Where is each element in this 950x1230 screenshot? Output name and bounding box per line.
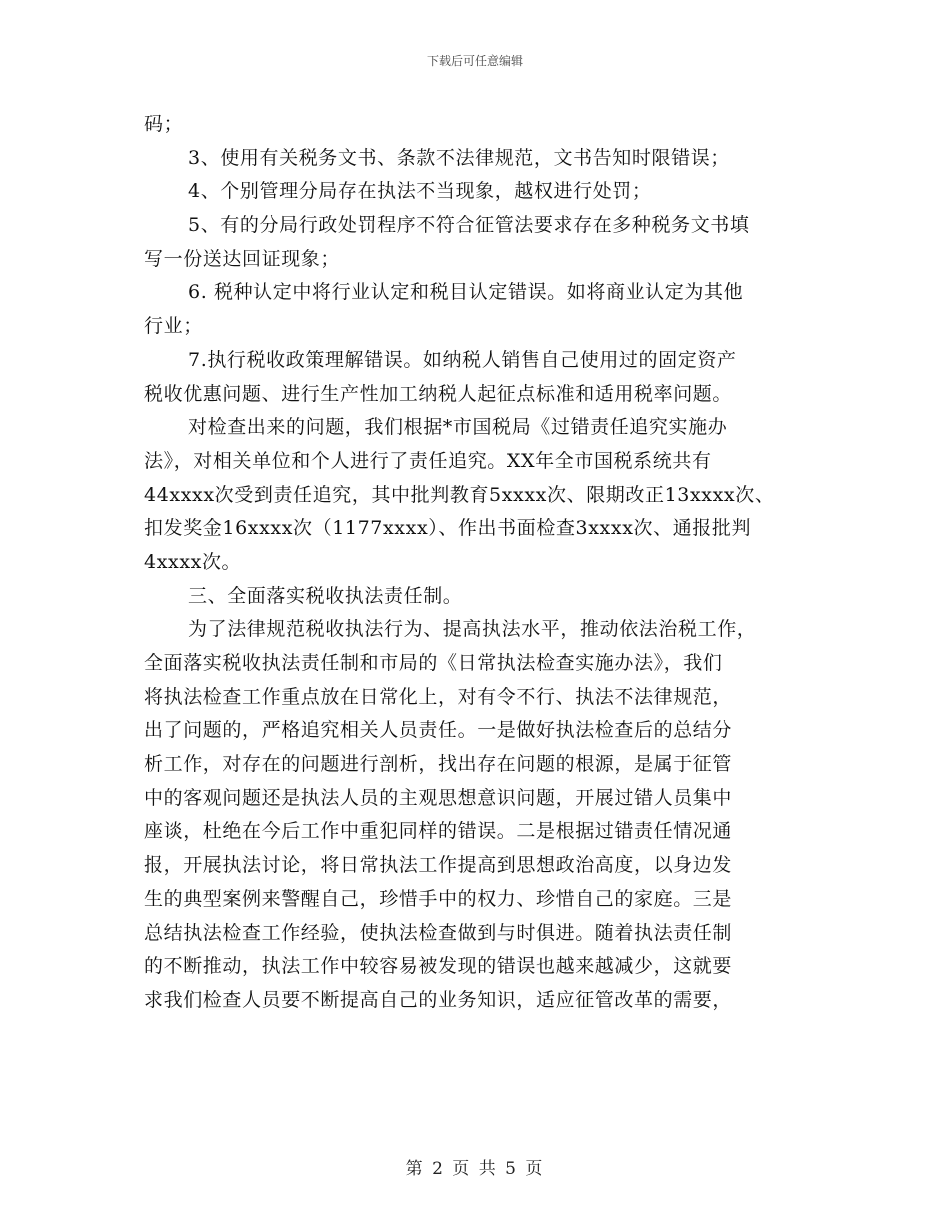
text-line: 为了法律规范税收执法行为、提高执法水平，推动依法治税工作， (188, 618, 757, 641)
text-line: 行业； (144, 315, 203, 338)
text-line: 中的客观问题还是执法人员的主观思想意识问题，开展过错人员集中 (144, 786, 733, 809)
text-line: 扣发奖金16xxxx次（1177xxxx）、作出书面检查3xxxx次、通报批判 (144, 517, 752, 540)
text-line: 对检查出来的问题，我们根据*市国税局《过错责任追究实施办 (188, 416, 728, 439)
text-line: 4、个别管理分局存在执法不当现象，越权进行处罚； (188, 180, 652, 203)
text-line: 将执法检查工作重点放在日常化上，对有令不行、执法不法律规范， (144, 685, 733, 708)
text-line: 3、使用有关税务文书、条款不法律规范，文书告知时限错误； (188, 146, 730, 169)
text-line: 4xxxx次。 (144, 550, 242, 573)
text-line: 5、有的分局行政处罚程序不符合征管法要求存在多种税务文书填 (188, 214, 750, 237)
text-line: 税收优惠问题、进行生产性加工纳税人起征点标准和适用税率问题。 (144, 382, 733, 405)
page-number: 第 2 页 共 5 页 (405, 1159, 545, 1179)
text-line: 44xxxx次受到责任追究，其中批判教育5xxxx次、限期改正13xxxx次、 (144, 483, 775, 506)
text-line: 的不断推动，执法工作中较容易被发现的错误也越来越减少，这就要 (144, 955, 733, 978)
text-line: 生的典型案例来警醒自己，珍惜手中的权力、珍惜自己的家庭。三是 (144, 887, 733, 910)
text-line: 6. 税种认定中将行业认定和税目认定错误。如将商业认定为其他 (188, 281, 744, 304)
text-line: 析工作，对存在的问题进行剖析，找出存在问题的根源，是属于征管 (144, 753, 733, 776)
text-line: 求我们检查人员要不断提高自己的业务知识，适应征管改革的需要， (144, 988, 733, 1011)
text-line: 座谈，杜绝在今后工作中重犯同样的错误。二是根据过错责任情况通 (144, 820, 733, 843)
section-heading: 三、全面落实税收执法责任制。 (188, 584, 463, 607)
text-line: 全面落实税收执法责任制和市局的《日常执法检查实施办法》，我们 (144, 652, 723, 674)
text-line: 7.执行税收政策理解错误。如纳税人销售自己使用过的固定资产 (188, 348, 737, 371)
text-line: 总结执法检查工作经验，使执法检查做到与时俱进。随着执法责任制 (144, 921, 733, 944)
page-header: 下载后可任意编辑 (426, 54, 523, 68)
text-line: 出了问题的，严格追究相关人员责任。一是做好执法检查后的总结分 (144, 719, 733, 742)
text-line: 报，开展执法讨论，将日常执法工作提高到思想政治高度，以身边发 (144, 854, 733, 877)
text-line: 法》，对相关单位和个人进行了责任追究。XX年全市国税系统共有 (144, 449, 712, 472)
text-line: 码； (144, 113, 184, 135)
document-body (144, 108, 824, 1018)
text-line: 写一份送达回证现象； (144, 247, 341, 270)
